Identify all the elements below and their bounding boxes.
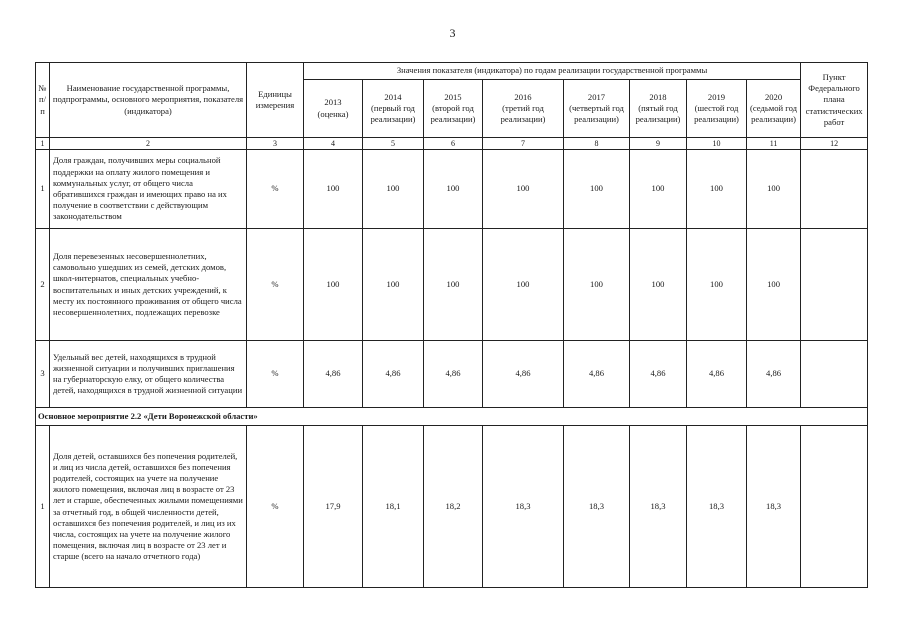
indicators-table (35, 62, 868, 588)
value-2013: 100 (304, 150, 363, 229)
column-number: 7 (483, 138, 564, 150)
column-numbers-row (36, 138, 868, 150)
value-2014: 100 (363, 229, 424, 341)
page-number: 3 (449, 26, 456, 40)
column-number: 9 (630, 138, 687, 150)
value-2013: 100 (304, 229, 363, 341)
column-number: 3 (247, 138, 304, 150)
header-year-2015: 2015 (второй год реализации) (424, 80, 483, 138)
fed-plan-item (801, 426, 868, 588)
value-2016: 18,3 (483, 426, 564, 588)
value-2017: 100 (564, 229, 630, 341)
header-col-fed-plan: Пункт Федерального плана статистических работ (801, 63, 868, 138)
value-2018: 100 (630, 229, 687, 341)
table-row (36, 150, 868, 229)
column-number: 10 (687, 138, 747, 150)
indicator-name: Доля детей, оставшихся без попечения родителей, и лиц из числа детей, оставшихся без попечения родителей, состоящих на учете на получение жилого помещения, включая лиц в возрасте от 23 лет и старше, обеспеченных жилыми помещениями за отчетный год, в общей численности детей, оставшихся без попечения родителей, и лиц из их числа, состоящих на учете на получение жилого помещения, включая лиц в возрасте от 23 лет и старше (всего на начало отчетного года) (50, 426, 247, 588)
indicator-name: Доля граждан, получивших меры социальной поддержки на оплату жилого помещения и коммунальных услуг, от общего числа обратившихся граждан и имеющих право на их получение в соответствии с действующим законодательством (50, 150, 247, 229)
header-year-2016: 2016 (третий год реализации) (483, 80, 564, 138)
header-year-2014: 2014 (первый год реализации) (363, 80, 424, 138)
value-2014: 100 (363, 150, 424, 229)
column-number: 12 (801, 138, 868, 150)
column-number: 5 (363, 138, 424, 150)
header-year-2013: 2013 (оценка) (304, 80, 363, 138)
fed-plan-item (801, 150, 868, 229)
header-col-unit: Единицы измерения (247, 63, 304, 138)
row-number: 2 (36, 229, 50, 341)
row-number: 3 (36, 341, 50, 408)
value-2019: 100 (687, 229, 747, 341)
column-number: 1 (36, 138, 50, 150)
value-2015: 100 (424, 150, 483, 229)
column-number: 6 (424, 138, 483, 150)
section-row (36, 408, 868, 426)
table-row (36, 229, 868, 341)
value-2020: 18,3 (747, 426, 801, 588)
value-2016: 100 (483, 229, 564, 341)
value-2014: 18,1 (363, 426, 424, 588)
value-2015: 4,86 (424, 341, 483, 408)
value-2018: 18,3 (630, 426, 687, 588)
value-2020: 100 (747, 150, 801, 229)
value-2019: 4,86 (687, 341, 747, 408)
value-2017: 100 (564, 150, 630, 229)
table-row (36, 341, 868, 408)
value-2016: 100 (483, 150, 564, 229)
value-2017: 18,3 (564, 426, 630, 588)
value-2019: 100 (687, 150, 747, 229)
value-2018: 100 (630, 150, 687, 229)
value-2013: 4,86 (304, 341, 363, 408)
value-2020: 4,86 (747, 341, 801, 408)
section-title: Основное мероприятие 2.2 «Дети Воронежской области» (36, 408, 868, 426)
indicator-unit: % (247, 341, 304, 408)
value-2019: 18,3 (687, 426, 747, 588)
value-2018: 4,86 (630, 341, 687, 408)
row-number: 1 (36, 426, 50, 588)
indicator-unit: % (247, 426, 304, 588)
value-2017: 4,86 (564, 341, 630, 408)
fed-plan-item (801, 229, 868, 341)
indicator-name: Доля перевезенных несовершеннолетних, самовольно ушедших из семей, детских домов, школ-интернатов, специальных учебно-воспитательных и иных детских учреждений, к месту их постоянного проживания от общего числа несовершеннолетних, подлежащих перевозке (50, 229, 247, 341)
indicator-unit: % (247, 150, 304, 229)
value-2015: 18,2 (424, 426, 483, 588)
header-values-group: Значения показателя (индикатора) по годам реализации государственной программы (304, 63, 801, 80)
header-year-2018: 2018 (пятый год реализации) (630, 80, 687, 138)
column-number: 11 (747, 138, 801, 150)
fed-plan-item (801, 341, 868, 408)
value-2014: 4,86 (363, 341, 424, 408)
indicator-unit: % (247, 229, 304, 341)
header-year-2019: 2019 (шестой год реализации) (687, 80, 747, 138)
value-2020: 100 (747, 229, 801, 341)
column-number: 8 (564, 138, 630, 150)
column-number: 4 (304, 138, 363, 150)
indicator-name: Удельный вес детей, находящихся в трудной жизненной ситуации и получивших приглашения на губернаторскую елку, от общего количества детей, находящихся в трудной жизненной ситуации (50, 341, 247, 408)
table-row (36, 426, 868, 588)
value-2013: 17,9 (304, 426, 363, 588)
header-year-2017: 2017 (четвертый год реализации) (564, 80, 630, 138)
column-number: 2 (50, 138, 247, 150)
header-year-2020: 2020 (седьмой год реализации) (747, 80, 801, 138)
row-number: 1 (36, 150, 50, 229)
header-col-no: № п/п (36, 63, 50, 138)
value-2015: 100 (424, 229, 483, 341)
header-col-name: Наименование государственной программы, подпрограммы, основного мероприятия, показателя (индикатора) (50, 63, 247, 138)
value-2016: 4,86 (483, 341, 564, 408)
